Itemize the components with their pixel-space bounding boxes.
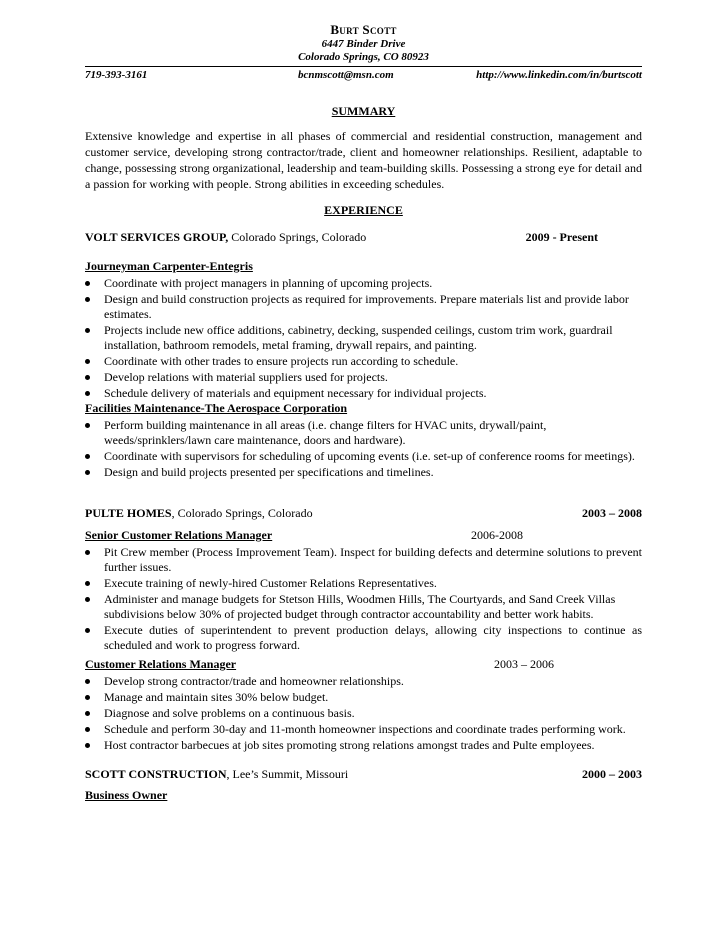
bullet-icon xyxy=(85,328,90,333)
list-item: Coordinate with supervisors for scheduling of upcoming events (i.e. set-up of conference rooms for meetings). xyxy=(85,449,642,464)
bullet-list xyxy=(85,545,642,653)
bullet-icon xyxy=(85,359,90,364)
phone-number: 719-393-3161 xyxy=(85,69,148,81)
job-title: Senior Customer Relations Manager xyxy=(85,528,273,542)
candidate-name: Burt Scott xyxy=(330,22,397,37)
bullet-icon xyxy=(85,297,90,302)
list-item: Execute duties of superintendent to prevent production delays, allowing city inspections to continue as scheduled and work to progress forward. xyxy=(85,623,642,653)
job-title-row xyxy=(85,401,642,417)
address-line-2: Colorado Springs, CO 80923 xyxy=(298,51,429,63)
list-item: Design and build projects presented per specifications and timelines. xyxy=(85,465,642,480)
list-item: Host contractor barbecues at job sites promoting strong relations amongst trades and Pulte employees. xyxy=(85,738,642,753)
job-title: Journeyman Carpenter-Entegris xyxy=(85,259,253,273)
summary-heading: SUMMARY xyxy=(331,104,396,118)
experience-heading: EXPERIENCE xyxy=(324,203,403,217)
list-item: Projects include new office additions, cabinetry, decking, suspended ceilings, custom trim work, guardrail installation, bathroom remodels, metal framing, drywall repairs, and painting. xyxy=(85,323,642,353)
list-item: Coordinate with project managers in planning of upcoming projects. xyxy=(85,276,642,291)
company-name: PULTE HOMES xyxy=(85,506,172,520)
job-title-row xyxy=(85,528,642,544)
summary-paragraph: Extensive knowledge and expertise in all phases of commercial and residential construction, management and customer service, developing strong contractor/trade, client and homeowner relationships. Resilient, adaptable to change, possessing strong organizational, leadership and team-building skills. Possessing a strong eye for detail and a passion for working with people. Strong abilities in exceeding schedules. xyxy=(85,129,642,191)
bullet-icon xyxy=(85,743,90,748)
bullet-icon xyxy=(85,454,90,459)
job-title-row xyxy=(85,788,642,804)
bullet-icon xyxy=(85,679,90,684)
job-title: Customer Relations Manager xyxy=(85,657,237,671)
bullet-icon xyxy=(85,423,90,428)
company-volt xyxy=(85,230,642,246)
list-item: Diagnose and solve problems on a continuous basis. xyxy=(85,706,642,721)
employment-dates: 2003 – 2008 xyxy=(582,506,642,520)
company-location: , Colorado Springs, Colorado xyxy=(171,506,313,520)
company-location: , Lee’s Summit, Missouri xyxy=(226,767,349,781)
list-item: Administer and manage budgets for Stetson Hills, Woodmen Hills, The Courtyards, and Sand Creek Villas subdivisions below 30% of projected budget through contractor accountability and better work habits. xyxy=(85,592,642,622)
email-address[interactable]: bcnmscott@msn.com xyxy=(298,69,394,81)
company-name: VOLT SERVICES GROUP, xyxy=(85,230,229,244)
bullet-icon xyxy=(85,281,90,286)
job-title-row xyxy=(85,259,642,275)
contact-row xyxy=(85,69,642,83)
list-item: Perform building maintenance in all areas (i.e. change filters for HVAC units, drywall/paint, weeds/sprinklers/lawn care maintenance, doors and hardware). xyxy=(85,418,642,448)
company-pulte xyxy=(85,506,642,522)
bullet-icon xyxy=(85,375,90,380)
employment-dates: 2000 – 2003 xyxy=(582,767,642,781)
job-dates: 2006-2008 xyxy=(471,528,523,542)
list-item: Manage and maintain sites 30% below budget. xyxy=(85,690,642,705)
bullet-icon xyxy=(85,550,90,555)
job-title: Facilities Maintenance-The Aerospace Corporation xyxy=(85,401,348,415)
bullet-icon xyxy=(85,695,90,700)
linkedin-url[interactable]: http://www.linkedin.com/in/burtscott xyxy=(476,69,642,81)
header-divider xyxy=(85,66,642,67)
job-dates: 2003 – 2006 xyxy=(494,657,554,671)
list-item: Pit Crew member (Process Improvement Team). Inspect for building defects and determine solutions to prevent further issues. xyxy=(85,545,642,575)
list-item: Execute training of newly-hired Customer Relations Representatives. xyxy=(85,576,642,591)
bullet-icon xyxy=(85,727,90,732)
bullet-list xyxy=(85,276,642,401)
company-name: SCOTT CONSTRUCTION xyxy=(85,767,227,781)
company-location: Colorado Springs, Colorado xyxy=(228,230,367,244)
employment-dates: 2009 - Present xyxy=(525,230,598,244)
bullet-icon xyxy=(85,470,90,475)
job-title: Business Owner xyxy=(85,788,168,802)
bullet-list xyxy=(85,674,642,753)
resume-page xyxy=(85,22,642,804)
list-item: Design and build construction projects as required for improvements. Prepare materials list and provide labor estimates. xyxy=(85,292,642,322)
list-item: Schedule delivery of materials and equipment necessary for individual projects. xyxy=(85,386,642,401)
bullet-list xyxy=(85,418,642,480)
job-title-row xyxy=(85,657,642,673)
bullet-icon xyxy=(85,597,90,602)
address-line-1: 6447 Binder Drive xyxy=(321,38,406,50)
list-item: Coordinate with other trades to ensure projects run according to schedule. xyxy=(85,354,642,369)
bullet-icon xyxy=(85,711,90,716)
bullet-icon xyxy=(85,391,90,396)
bullet-icon xyxy=(85,581,90,586)
list-item: Develop relations with material suppliers used for projects. xyxy=(85,370,642,385)
list-item: Develop strong contractor/trade and homeowner relationships. xyxy=(85,674,642,689)
list-item: Schedule and perform 30-day and 11-month homeowner inspections and coordinate trades performing work. xyxy=(85,722,642,737)
bullet-icon xyxy=(85,628,90,633)
company-scott xyxy=(85,767,642,783)
